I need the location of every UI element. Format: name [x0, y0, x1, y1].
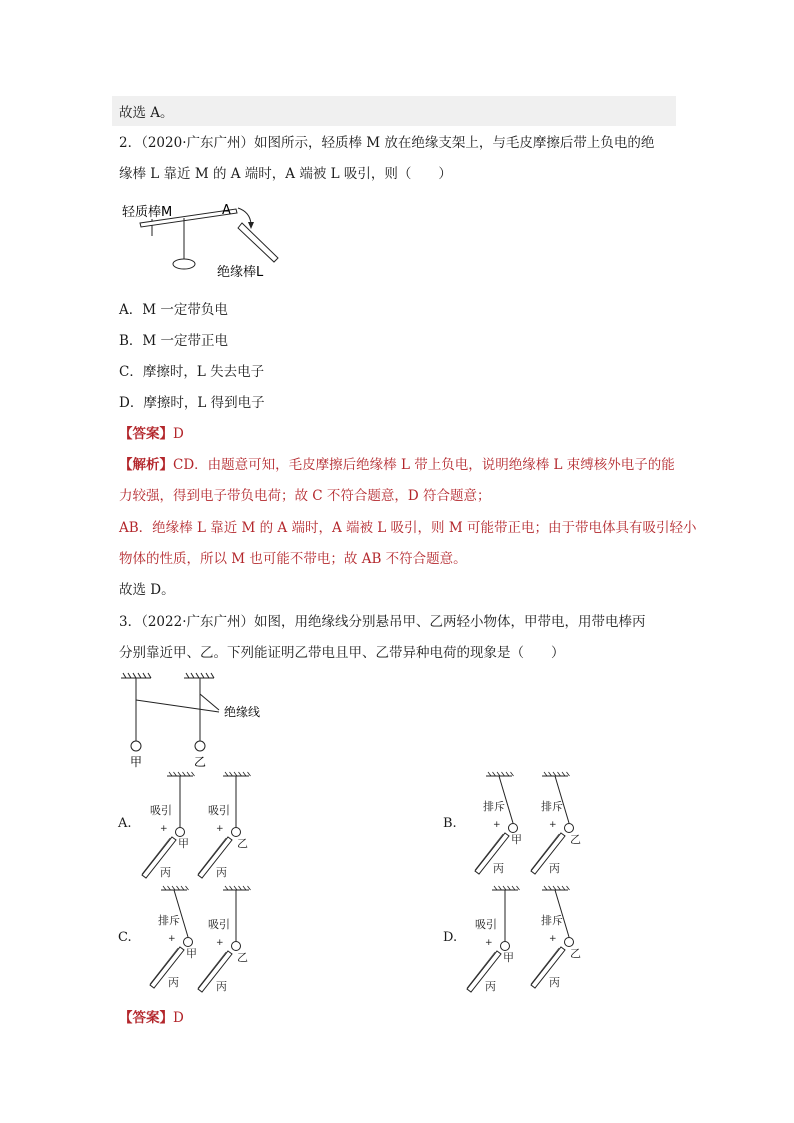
q3-label-yi: 乙 [194, 755, 207, 768]
plus-sign-right: + [216, 938, 224, 948]
interaction-right: 吸引 [208, 918, 230, 931]
label-bing-right: 丙 [549, 976, 560, 989]
q3-option-diagram [136, 884, 286, 994]
q2-analysis-line2: 力较强，得到电子带负电荷；故 C 不符合题意，D 符合题意； [119, 488, 491, 504]
ball [184, 938, 193, 947]
q2-label-M: 轻质棒M [122, 205, 173, 220]
q2-option-c: C．摩擦时，L 失去电子 [119, 364, 265, 380]
plus-sign-left: + [160, 824, 168, 834]
label-bing-right: 丙 [549, 862, 560, 875]
highlight-band [112, 96, 676, 126]
label-bing-left: 丙 [160, 866, 171, 879]
interaction-left: 排斥 [483, 800, 505, 813]
ball [501, 942, 510, 951]
q2-analysis-text1: CD．由题意可知，毛皮摩擦后绝缘棒 L 带上负电，说明绝缘棒 L 束缚核外电子的能 [173, 457, 675, 473]
label-yi: 乙 [570, 947, 581, 960]
q2-analysis-line3: AB．绝缘棒 L 靠近 M 的 A 端时，A 端被 L 吸引，则 M 可能带正电；由于带电体具有吸引轻小 [119, 520, 697, 536]
label-yi: 乙 [237, 951, 248, 964]
q2-option-b: B．M 一定带正电 [119, 333, 229, 349]
q2-label-A: A [222, 203, 231, 218]
plus-sign-left: + [168, 934, 176, 944]
q3-option-diagram [461, 884, 611, 994]
q2-select: 故选 D。 [119, 582, 175, 598]
label-jia: 甲 [511, 833, 522, 846]
previous-select-line: 故选 A。 [119, 105, 174, 121]
q2-stem-line2: 缘棒 L 靠近 M 的 A 端时，A 端被 L 吸引，则（ ） [119, 166, 452, 182]
q3-answer-tag: 【答案】 [119, 1010, 173, 1026]
plus-sign-right: + [549, 934, 557, 944]
q3-stem-line2: 分别靠近甲、乙。下列能证明乙带电且甲、乙带异种电荷的现象是（ ） [119, 645, 565, 661]
q3-label-thread: 绝缘线 [224, 705, 261, 719]
q2-answer-tag: 【答案】 [119, 426, 173, 442]
q2-analysis-tag: 【解析】 [119, 457, 173, 473]
interaction-left: 吸引 [475, 918, 497, 931]
q3-label-jia: 甲 [130, 755, 143, 768]
label-jia: 甲 [503, 951, 514, 964]
q3-answer [119, 1008, 184, 1028]
label-bing-right: 丙 [216, 866, 227, 879]
label-bing-left: 丙 [168, 976, 179, 989]
q3-answer-value: D [173, 1010, 184, 1026]
label-bing-left: 丙 [493, 862, 504, 875]
q3-option-letter: B. [443, 816, 457, 831]
q3-option-diagram [136, 770, 286, 880]
label-jia: 甲 [178, 837, 189, 850]
interaction-right: 吸引 [208, 804, 230, 817]
ball [232, 942, 241, 951]
q3-option-letter: A. [118, 816, 132, 831]
ball [565, 824, 574, 833]
q2-label-L: 绝缘棒L [217, 265, 264, 280]
q2-answer [119, 424, 184, 444]
q2-figure [118, 196, 288, 286]
q3-stem-line1: 3．（2022·广东广州）如图，用绝缘线分别悬吊甲、乙两轻小物体，甲带电，用带电棒丙 [119, 614, 646, 630]
q3-option-letter: C. [118, 930, 132, 945]
interaction-left: 排斥 [158, 914, 180, 927]
q3-option-letter: D. [443, 930, 458, 945]
q3-option-diagram [461, 770, 611, 880]
ball [176, 828, 185, 837]
label-bing-left: 丙 [485, 980, 496, 993]
interaction-right: 排斥 [541, 800, 563, 813]
q2-option-d: D．摩擦时，L 得到电子 [119, 395, 265, 411]
label-yi: 乙 [570, 833, 581, 846]
plus-sign-left: + [493, 820, 501, 830]
label-jia: 甲 [186, 947, 197, 960]
q2-stem-line1: 2．（2020·广东广州）如图所示，轻质棒 M 放在绝缘支架上，与毛皮摩擦后带上负电的绝 [119, 135, 655, 151]
ball [509, 824, 518, 833]
q2-analysis-line4: 物体的性质，所以 M 也可能不带电；故 AB 不符合题意。 [119, 551, 467, 567]
label-bing-right: 丙 [216, 980, 227, 993]
ball [565, 938, 574, 947]
ball [232, 828, 241, 837]
interaction-left: 吸引 [150, 804, 172, 817]
q2-analysis-line1 [119, 455, 675, 475]
plus-sign-right: + [549, 820, 557, 830]
q2-answer-value: D [173, 426, 184, 442]
label-yi: 乙 [237, 837, 248, 850]
q2-option-a: A．M 一定带负电 [119, 302, 228, 318]
q3-main-figure [118, 672, 278, 768]
interaction-right: 排斥 [541, 914, 563, 927]
plus-sign-left: + [485, 938, 493, 948]
plus-sign-right: + [216, 824, 224, 834]
